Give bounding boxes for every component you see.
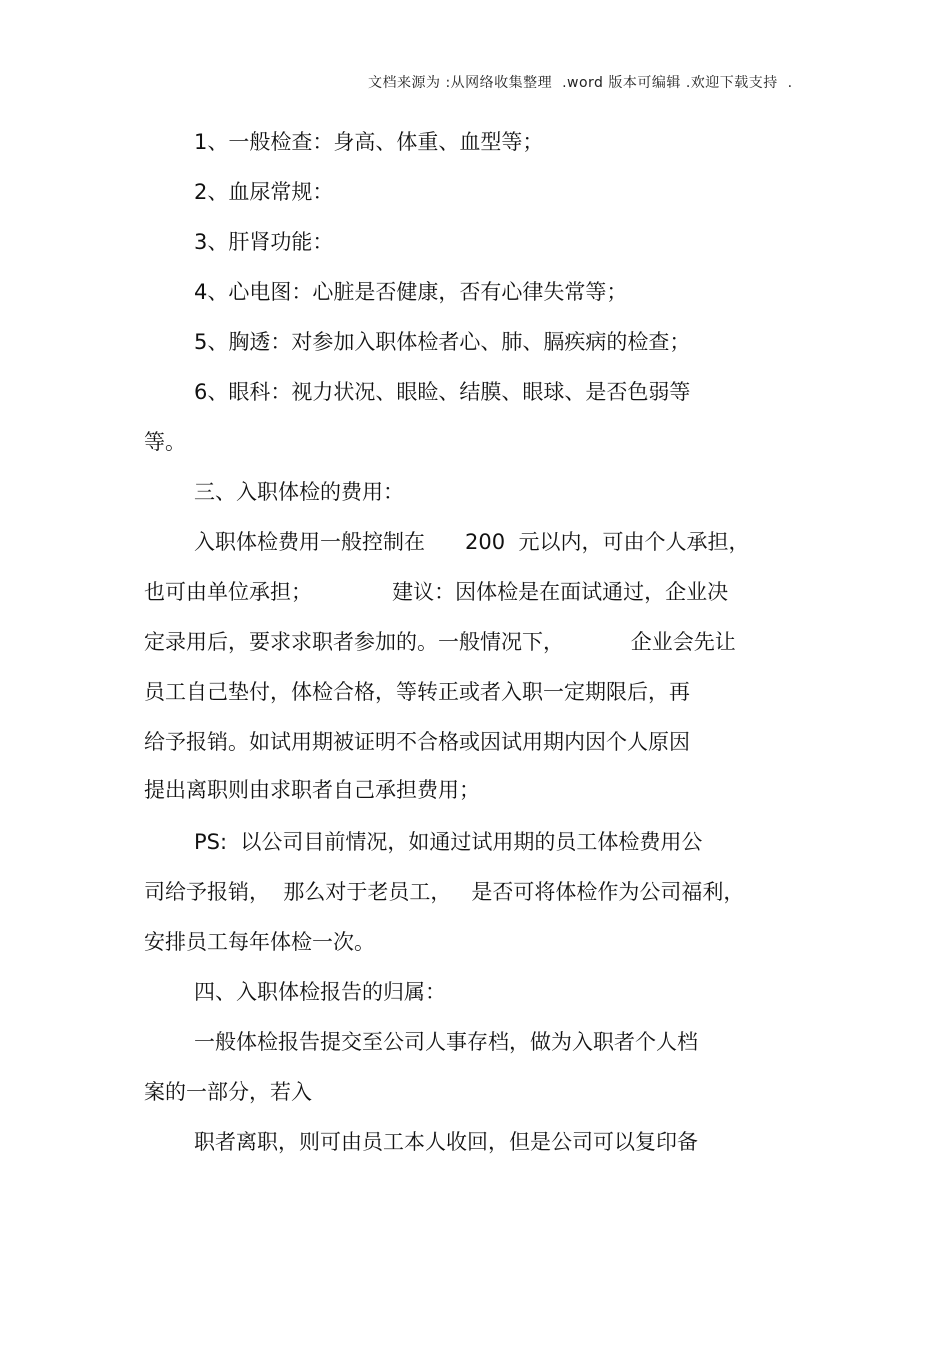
paragraph-line: 提出离职则由求职者自己承担费用； (144, 778, 480, 802)
paragraph-line: 职者离职，则可由员工本人收回，但是公司可以复印备 (194, 1130, 698, 1154)
paragraph-line: 给予报销。如试用期被证明不合格或因试用期内因个人原因 (144, 730, 690, 754)
page-header: 文档来源为 :从网络收集整理 .word 版本可编辑 .欢迎下载支持 . (368, 75, 793, 91)
paragraph-line: 定录用后，要求求职者参加的。一般情况下， 企业会先让 (144, 630, 736, 654)
paragraph-line: 司给予报销， 那么对于老员工， 是否可将体检作为公司福利， (144, 880, 745, 904)
paragraph-line: 案的一部分，若入 (144, 1080, 312, 1104)
list-item-blood-urine: 2、血尿常规： (194, 180, 334, 204)
paragraph-line: 等。 (144, 430, 186, 454)
list-item-ecg: 4、心电图：心脏是否健康，否有心律失常等； (194, 280, 628, 304)
list-item-general-exam: 1、一般检查：身高、体重、血型等； (194, 130, 544, 154)
list-item-liver-kidney: 3、肝肾功能： (194, 230, 334, 254)
section-heading-cost: 三、入职体检的费用： (194, 480, 404, 504)
section-heading-report: 四、入职体检报告的归属： (194, 980, 446, 1004)
paragraph-line: 员工自己垫付，体检合格，等转正或者入职一定期限后，再 (144, 680, 690, 704)
paragraph-line: 入职体检费用一般控制在 200 元以内，可由个人承担， (194, 530, 750, 554)
paragraph-line: 一般体检报告提交至公司人事存档，做为入职者个人档 (194, 1030, 698, 1054)
paragraph-line: 也可由单位承担； 建议：因体检是在面试通过，企业决 (144, 580, 729, 604)
paragraph-line: PS: 以公司目前情况，如通过试用期的员工体检费用公 (194, 830, 703, 854)
paragraph-line: 安排员工每年体检一次。 (144, 930, 375, 954)
list-item-chest-xray: 5、胸透：对参加入职体检者心、肺、膈疾病的检查； (194, 330, 691, 354)
list-item-ophthalmology: 6、眼科：视力状况、眼睑、结膜、眼球、是否色弱等 (194, 380, 691, 404)
